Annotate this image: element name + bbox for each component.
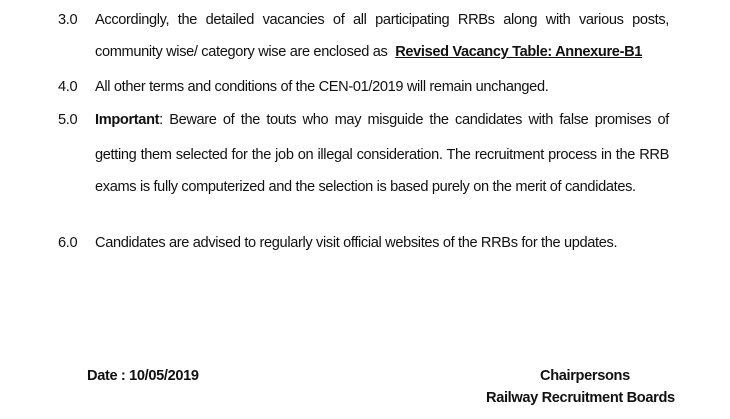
item-number-5: 5.0 [58,112,78,128]
annexure-link[interactable]: Revised Vacancy Table: Annexure-B1 [395,44,643,60]
organization-name: Railway Recruitment Boards [486,390,675,406]
item-6-text: Candidates are advised to regularly visit official websites of the RRBs for the updates. [95,235,618,251]
item-3-line-2-text: community wise/ category wise are enclosed as [95,44,388,60]
item-number-6: 6.0 [58,235,78,251]
item-number-3: 3.0 [58,12,78,28]
item-5-line-2: getting them selected for the job on illegal consideration. The recruitment process in the RRB [95,147,669,163]
item-number-4: 4.0 [58,79,78,95]
date-label: Date : 10/05/2019 [87,368,199,384]
item-5-line-3: exams is fully computerized and the selection is based purely on the merit of candidates. [95,179,636,195]
item-4-text: All other terms and conditions of the CEN-01/2019 will remain unchanged. [95,79,549,95]
item-3-line-1: Accordingly, the detailed vacancies of all participating RRBs along with various posts, [95,12,669,28]
item-5-line-1 [95,110,669,130]
signatory-title: Chairpersons [540,368,630,384]
important-label: Important [95,112,160,128]
item-3-line-2 [95,42,642,62]
item-5-line-1-text: : Beware of the touts who may misguide the candidates with false promises of [159,112,669,128]
